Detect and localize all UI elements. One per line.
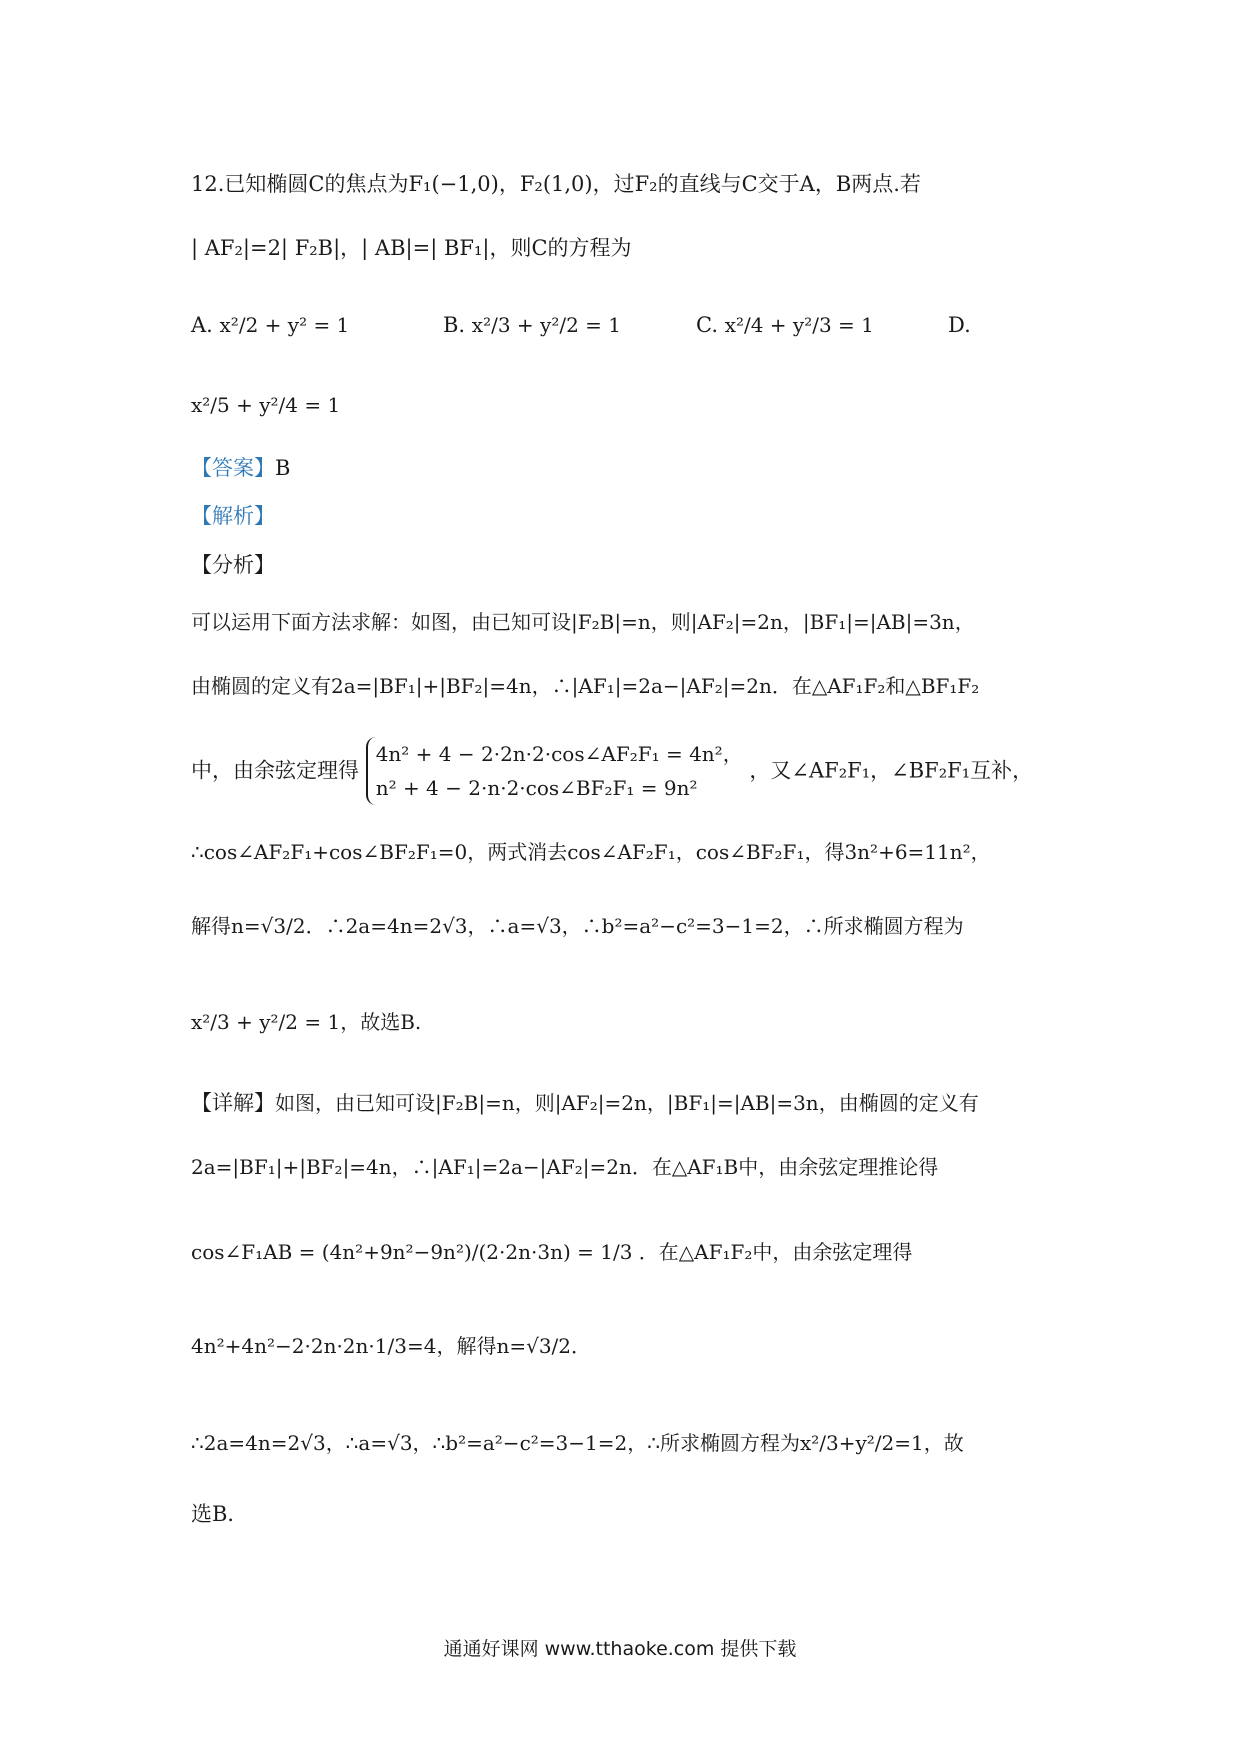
xiangjie-line-2: 2a=|BF₁|+|BF₂|=4n，∴|AF₁|=2a−|AF₂|=2n．在△AF₁B中，由余弦定理推论得 [191, 1155, 939, 1179]
option-d-formula: x²/5 + y²/4 = 1 [191, 393, 341, 417]
problem-line-2: | AF₂|=2| F₂B|，| AB|=| BF₁|，则C的方程为 [191, 236, 632, 260]
fenxi-tag: 【分析】 [191, 553, 275, 577]
xiangjie-line-1 [191, 1091, 979, 1116]
fenxi-line-6: x²/3 + y²/2 = 1，故选B. [191, 1010, 422, 1034]
xiangjie-tag: 【详解】 [191, 1091, 275, 1115]
option-b-formula: x²/3 + y²/2 = 1 [471, 313, 622, 337]
xiangjie-line-3 [191, 1240, 912, 1264]
xiangjie-line-4: 4n²+4n²−2·2n·2n·1/3=4，解得n=√3/2． [191, 1334, 592, 1358]
option-d-label: D. [948, 313, 971, 337]
option-a [191, 313, 349, 337]
option-b-label: B. [443, 313, 466, 337]
xiangjie-line-3-text: ．在△AF₁F₂中，由余弦定理得 [638, 1240, 913, 1264]
xiangjie-line-1-text: 如图，由已知可设|F₂B|=n，则|AF₂|=2n，|BF₁|=|AB|=3n，由椭圆的定义有 [275, 1091, 979, 1115]
option-a-formula: x²/2 + y² = 1 [219, 313, 350, 337]
option-c [696, 313, 874, 337]
answer-value: B [275, 456, 291, 480]
option-a-label: A. [191, 313, 213, 337]
cos-formula: cos∠F₁AB = (4n²+9n²−9n²)/(2·2n·3n) = 1/3 [191, 1240, 633, 1264]
answer-line [191, 456, 290, 481]
xiangjie-line-5: ∴2a=4n=2√3，∴a=√3，∴b²=a²−c²=3−1=2，∴所求椭圆方程为x²/3+y²/2=1，故 [191, 1431, 964, 1455]
option-c-label: C. [696, 313, 718, 337]
problem-line-1: 12.已知椭圆C的焦点为F₁(−1,0)，F₂(1,0)，过F₂的直线与C交于A，B两点.若 [191, 172, 921, 196]
fenxi-line-3 [191, 737, 1033, 805]
fenxi-line-3-suffix: ，又∠AF₂F₁，∠BF₂F₁互补， [749, 758, 1034, 783]
equation-system [366, 737, 743, 805]
fenxi-line-1: 可以运用下面方法求解：如图，由已知可设|F₂B|=n，则|AF₂|=2n，|BF₁|=|AB|=3n， [191, 610, 975, 634]
fenxi-line-5: 解得n=√3/2．∴2a=4n=2√3，∴a=√3，∴b²=a²−c²=3−1=2，∴所求椭圆方程为 [191, 914, 964, 938]
xiangjie-line-6: 选B． [191, 1502, 249, 1526]
footer-text: 通通好课网 www.tthaoke.com 提供下载 [443, 1638, 797, 1660]
fenxi-line-2: 由椭圆的定义有2a=|BF₁|+|BF₂|=4n，∴|AF₁|=2a−|AF₂|=2n．在△AF₁F₂和△BF₁F₂ [191, 674, 980, 698]
equation-1: 4n² + 4 − 2·2n·2·cos∠AF₂F₁ = 4n²， [375, 742, 743, 766]
option-c-formula: x²/4 + y²/3 = 1 [724, 313, 874, 337]
fenxi-line-3-prefix: 中，由余弦定理得 [191, 758, 359, 783]
option-b [443, 313, 621, 337]
analysis-tag: 【解析】 [191, 504, 275, 528]
answer-tag: 【答案】 [191, 456, 275, 480]
equation-2: n² + 4 − 2·n·2·cos∠BF₂F₁ = 9n² [375, 776, 698, 800]
fenxi-line-4: ∴cos∠AF₂F₁+cos∠BF₂F₁=0，两式消去cos∠AF₂F₁，cos∠BF₂F₁，得3n²+6=11n²， [191, 840, 991, 864]
